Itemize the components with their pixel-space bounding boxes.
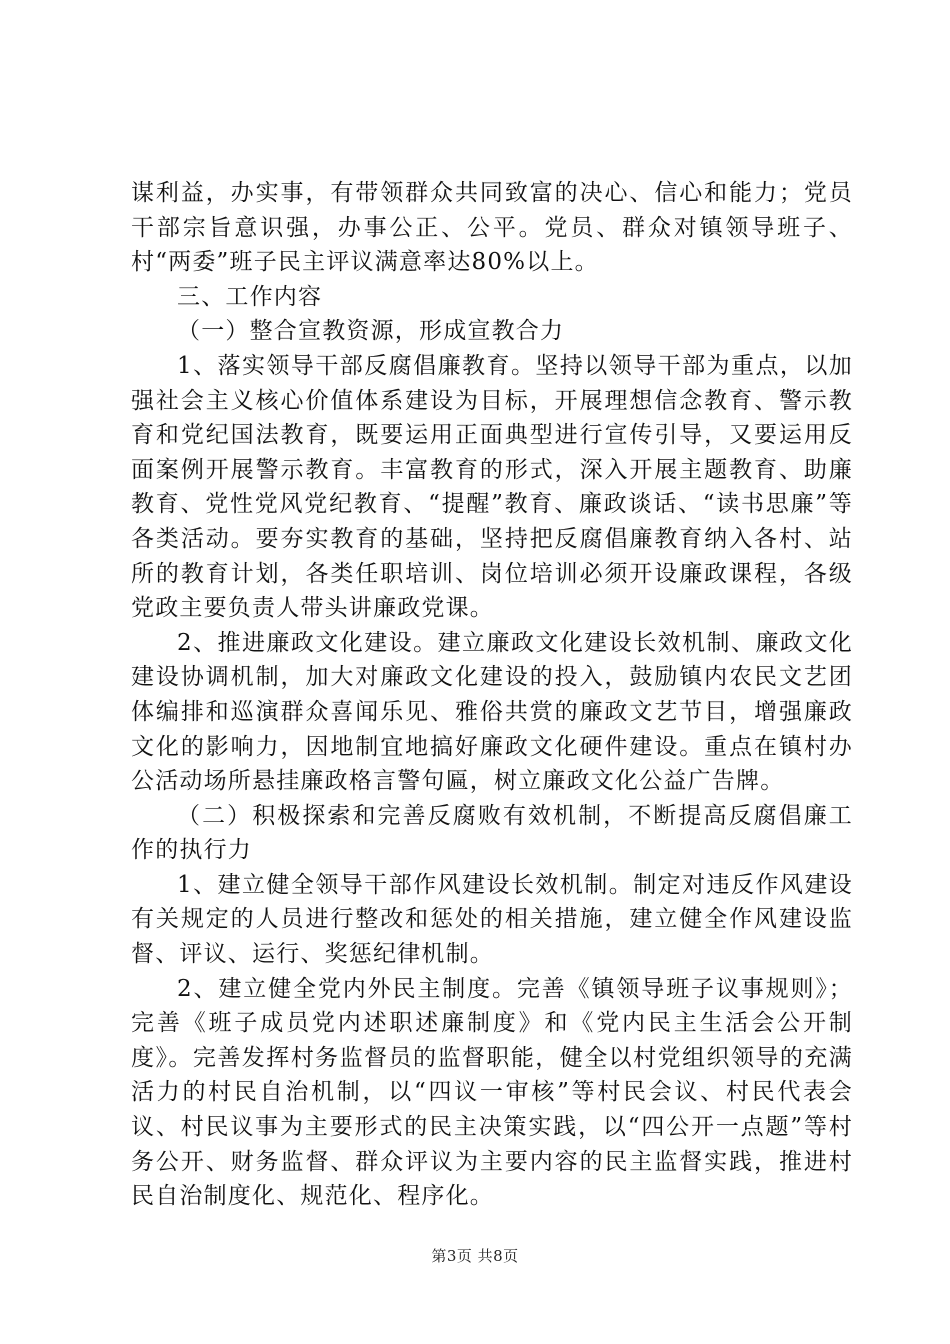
subsection-heading-one: （一）整合宣教资源，形成宣教合力 — [177, 318, 565, 345]
page-number-footer: 第3页 共8页 — [431, 1247, 519, 1265]
paragraph-anti-corruption-education: 1、落实领导干部反腐倡廉教育。坚持以领导干部为重点，以加强社会主义核心价值体系建设为目标，开展理想信念教育、警示教育和党纪国法教育，既要运用正面典型进行宣传引导，又要运用反面案例开展警示教育。丰富教育的形式，深入开展主题教育、助廉教育、党性党风党纪教育、“提醒”教育、廉政谈话、“读书思廉”等各类活动。要夯实教育的基础，坚持把反腐倡廉教育纳入各村、站所的教育计划，各类任职培训、岗位培训必须开设廉政课程，各级党政主要负责人带头讲廉政党课。 — [131, 352, 853, 622]
document-body — [131, 176, 853, 1214]
subsection-heading-two: （二）积极探索和完善反腐败有效机制，不断提高反腐倡廉工作的执行力 — [131, 802, 853, 864]
paragraph-work-style-mechanism: 1、建立健全领导干部作风建设长效机制。制定对违反作风建设有关规定的人员进行整改和惩处的相关措施，建立健全作风建设监督、评议、运行、奖惩纪律机制。 — [131, 871, 853, 968]
paragraph-democratic-system: 2、建立健全党内外民主制度。完善《镇领导班子议事规则》；完善《班子成员党内述职述廉制度》和《党内民主生活会公开制度》。完善发挥村务监督员的监督职能，健全以村党组织领导的充满活力的村民自治机制，以“四议一审核”等村民会议、村民代表会议、村民议事为主要形式的民主决策实践，以“四公开一点题”等村务公开、财务监督、群众评议为主要内容的民主监督实践，推进村民自治制度化、规范化、程序化。 — [131, 975, 853, 1210]
paragraph-continuation: 谋利益，办实事，有带领群众共同致富的决心、信心和能力；党员干部宗旨意识强，办事公正、公平。党员、群众对镇领导班子、村“两委”班子民主评议满意率达80%以上。 — [131, 180, 853, 276]
section-heading-work-content: 三、工作内容 — [177, 283, 323, 310]
paragraph-integrity-culture: 2、推进廉政文化建设。建立廉政文化建设长效机制、廉政文化建设协调机制，加大对廉政文化建设的投入，鼓励镇内农民文艺团体编排和巡演群众喜闻乐见、雅俗共赏的廉政文艺节目，增强廉政文化的影响力，因地制宜地搞好廉政文化硬件建设。重点在镇村办公活动场所悬挂廉政格言警句匾，树立廉政文化公益广告牌。 — [131, 629, 853, 795]
